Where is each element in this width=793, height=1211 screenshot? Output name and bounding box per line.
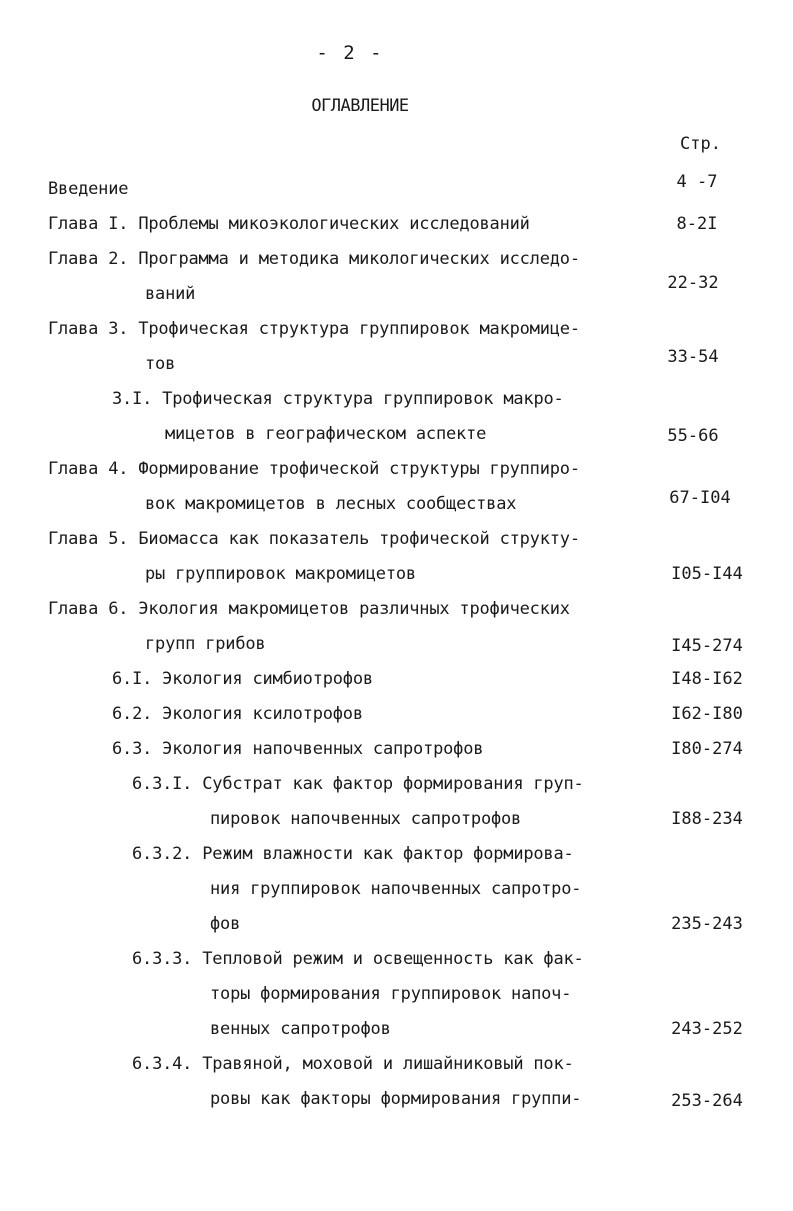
toc-entry-pages: 55-66: [667, 426, 719, 446]
toc-entry-text: Глава I. Проблемы микоэкологических исследований: [48, 214, 530, 234]
toc-entry-text: 6.3.3. Тепловой режим и освещенность как фак-: [132, 949, 584, 969]
toc-entry-pages: 253-264: [671, 1091, 743, 1111]
toc-entry-text: ры группировок макромицетов: [145, 564, 416, 584]
toc-title: ОГЛАВЛЕНИЕ: [311, 96, 409, 116]
toc-entry-text: 6.3.4. Травяной, моховой и лишайниковый пок-: [132, 1054, 574, 1074]
toc-entry-text: Глава 6. Экология макромицетов различных трофических: [48, 599, 570, 619]
toc-entry-text: Глава 4. Формирование трофической структуры группиро-: [48, 459, 580, 479]
toc-entry-text: 6.I. Экология симбиотрофов: [112, 669, 373, 689]
page-column-label: Стр.: [680, 134, 721, 154]
toc-entry-pages: 4 -7: [676, 172, 718, 192]
toc-entry-text: Введение: [48, 179, 129, 199]
toc-entry-text: пировок напочвенных сапротрофов: [210, 809, 522, 829]
toc-entry-text: Глава 2. Программа и методика микологических исследо-: [48, 249, 580, 269]
toc-entry-pages: I62-I80: [671, 704, 743, 724]
toc-entry-text: мицетов в географическом аспекте: [165, 424, 487, 444]
toc-entry-text: фов: [210, 914, 241, 934]
toc-entry-text: тов: [145, 354, 176, 374]
toc-entry-text: 3.I. Трофическая структура группировок макро-: [112, 389, 564, 409]
toc-entry-pages: 243-252: [671, 1019, 743, 1039]
toc-entry-text: ваний: [145, 284, 196, 304]
toc-entry-text: венных сапротрофов: [210, 1019, 391, 1039]
toc-entry-pages: 235-243: [671, 914, 743, 934]
toc-entry-text: вок макромицетов в лесных сообществах: [145, 494, 517, 514]
toc-entry-text: Глава 5. Биомасса как показатель трофической структу-: [48, 529, 580, 549]
toc-entry-text: 6.2. Экология ксилотрофов: [112, 704, 363, 724]
toc-entry-text: торы формирования группировок напоч-: [210, 984, 572, 1004]
toc-entry-text: Глава 3. Трофическая структура группировок макромице-: [48, 319, 580, 339]
toc-entry-text: ровы как факторы формирования группи-: [210, 1089, 582, 1109]
toc-entry-text: ния группировок напочвенных сапротро-: [210, 879, 582, 899]
toc-entry-pages: 22-32: [667, 273, 719, 293]
toc-entry-pages: 8-2I: [676, 214, 718, 234]
toc-entry-pages: I45-274: [671, 636, 743, 656]
toc-entry-text: 6.3. Экология напочвенных сапротрофов: [112, 739, 484, 759]
toc-entry-pages: I48-I62: [671, 669, 743, 689]
toc-entry-pages: 67-I04: [669, 488, 731, 508]
toc-entry-pages: I88-234: [671, 809, 743, 829]
toc-entry-text: 6.3.I. Субстрат как фактор формирования груп-: [132, 774, 584, 794]
page-number: - 2 -: [316, 42, 384, 64]
toc-entry-pages: I05-I44: [671, 564, 743, 584]
toc-entry-text: 6.3.2. Режим влажности как фактор формирова-: [132, 844, 574, 864]
toc-entry-pages: 33-54: [667, 347, 719, 367]
toc-entry-text: групп грибов: [145, 634, 266, 654]
toc-entry-pages: I80-274: [671, 739, 743, 759]
